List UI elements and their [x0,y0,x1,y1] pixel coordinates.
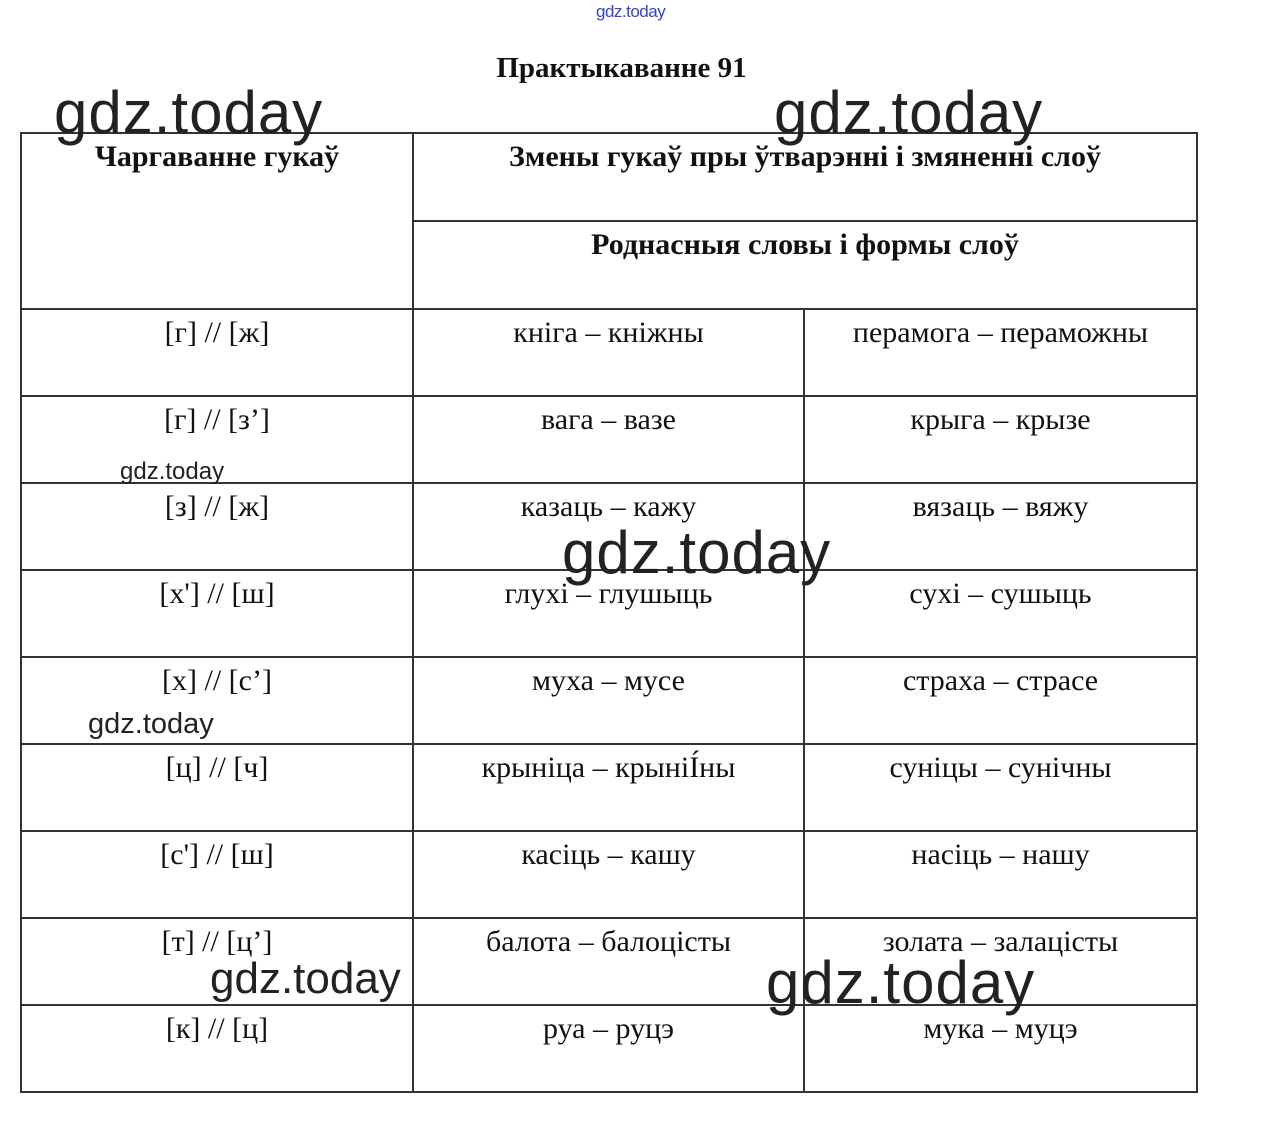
page-title: Практыкаванне 91 [496,52,747,84]
table-row [21,483,1197,570]
table-row [21,396,1197,483]
table-row [21,570,1197,657]
example-cell-1: вага – вазе [413,396,804,483]
example-cell-1: балота – балоцісты [413,918,804,1005]
example-cell-2: крыга – крызе [804,396,1197,483]
col23-subheader: Роднасныя словы і формы слоў [413,221,1197,309]
watermark-logo: gdz.today [54,79,324,146]
watermark-logo: gdz.today [562,519,832,586]
example-cell-1: глухі – глушыць [413,570,804,657]
example-cell-1: казаць – кажу [413,483,804,570]
example-cell-2: золата – залацісты [804,918,1197,1005]
table-row [21,918,1197,1005]
table-row [21,744,1197,831]
table-body [21,309,1197,1092]
example-cell-1: касіць – кашу [413,831,804,918]
example-cell-1: руа – руцэ [413,1005,804,1092]
alternation-cell: [х] // [с’] [21,657,413,744]
example-cell-2: вязаць – вяжу [804,483,1197,570]
alternation-cell: [з] // [ж] [21,483,413,570]
alternation-table [20,132,1198,1093]
watermark-logo: gdz.today [120,458,225,485]
alternation-cell: [с'] // [ш] [21,831,413,918]
alternation-cell: [ц] // [ч] [21,744,413,831]
example-cell-2: суніцы – сунічны [804,744,1197,831]
example-cell-1: муха – мусе [413,657,804,744]
example-cell-2: страха – страсе [804,657,1197,744]
example-cell-1: кніга – кніжны [413,309,804,396]
example-cell-2: перамога – пераможны [804,309,1197,396]
table-row [21,1005,1197,1092]
top-watermark: gdz.today [596,2,666,21]
watermark-logo: gdz.today [766,949,1036,1016]
table-row [21,657,1197,744]
watermark-logo: gdz.today [88,708,214,740]
alternation-cell: [г] // [ж] [21,309,413,396]
example-cell-2: насіць – нашу [804,831,1197,918]
example-cell-2: сухі – сушыць [804,570,1197,657]
watermark-logo: gdz.today [210,954,401,1003]
example-cell-1: крыніца – крыніІ́ны [413,744,804,831]
col23-header: Змены гукаў пры ўтварэнні і змяненні слоў [413,133,1197,221]
header-row [21,133,1197,221]
alternation-cell: [т] // [ц’] [21,918,413,1005]
col1-header: Чаргаванне гукаў [21,133,413,309]
table-row [21,309,1197,396]
alternation-cell: [г] // [з’] [21,396,413,483]
alternation-cell: [х'] // [ш] [21,570,413,657]
table-row [21,831,1197,918]
watermark-logo: gdz.today [774,79,1044,146]
example-cell-2: мука – муцэ [804,1005,1197,1092]
alternation-cell: [к] // [ц] [21,1005,413,1092]
